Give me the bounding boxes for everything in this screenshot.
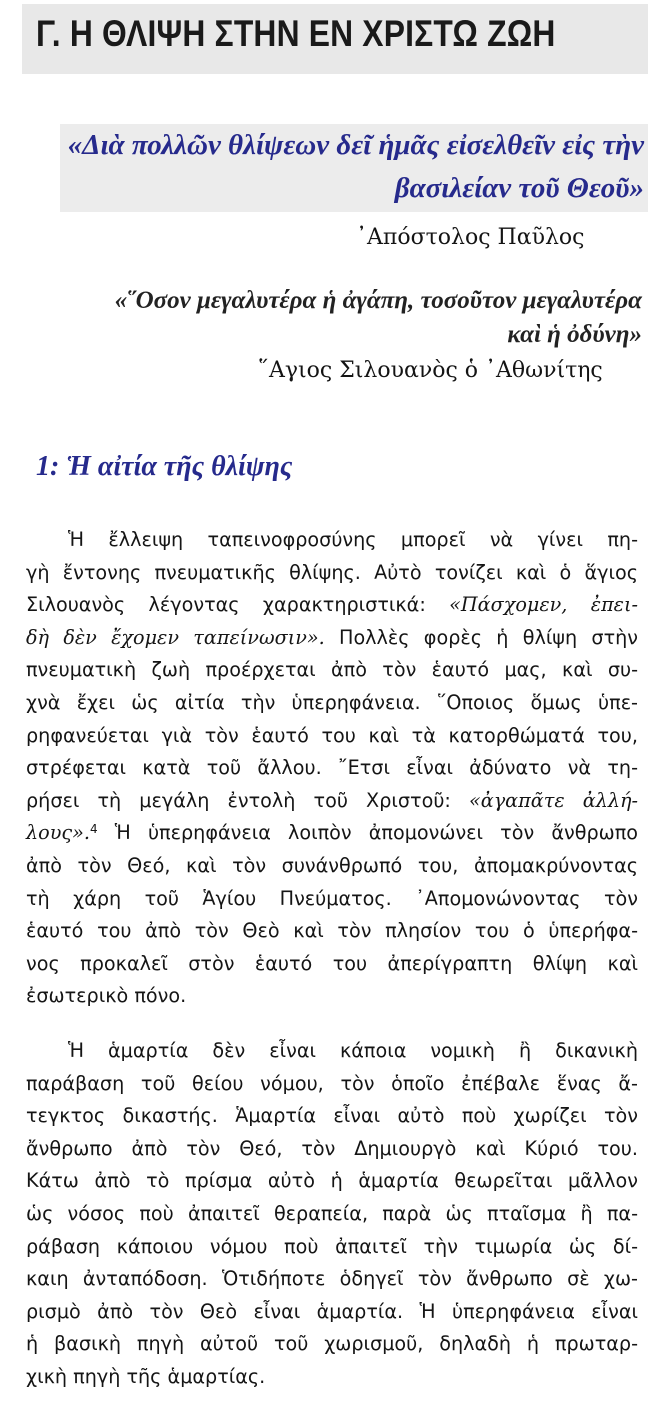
text-line: Ἡ ἁμαρτία δὲν εἶναι κάποια νομικὴ ἢ δικανικὴ <box>68 1039 638 1062</box>
text-line: ὡς νόσος ποὺ ἀπαιτεῖ θεραπεία, παρὰ ὡς πταῖσμα ἢ πα- <box>26 1201 638 1225</box>
footnote-marker: 4 <box>89 822 98 837</box>
epigraph-quote-apostle-paul <box>60 124 648 212</box>
text-line: ρηφανεύεται γιὰ τὸν ἑαυτό του καὶ τὰ κατορθώματά του, <box>26 723 638 747</box>
text-line <box>26 785 638 818</box>
text-line: τὴ χάρη τοῦ Ἁγίου Πνεύματος. ᾿Απομονώνοντας τὸν <box>26 886 638 910</box>
text-line <box>26 817 638 850</box>
text-line: καιη ἀνταπόδοση. Ὁτιδήποτε ὁδηγεῖ τὸν ἄνθρωπο σὲ χω- <box>26 1267 638 1291</box>
paragraph <box>26 524 638 1013</box>
epigraph-line: βασιλείαν τοῦ Θεοῦ» <box>394 172 644 204</box>
text-line: χνὰ ἔχει ὡς αἰτία τὴν ὑπερηφάνεια. ῞Οποιος ὅμως ὑπε- <box>26 690 638 714</box>
text-line: τεγκτος δικαστής. Ἁμαρτία εἶναι αὐτὸ ποὺ χωρίζει τὸν <box>26 1104 638 1128</box>
text-line: γὴ ἔντονης πνευματικῆς θλίψης. Αὐτὸ τονίζει καὶ ὁ ἅγιος <box>26 560 638 584</box>
text-line: ἑαυτό του ἀπὸ τὸν Θεὸ καὶ τὸν πλησίον του ὁ ὑπερήφα- <box>26 919 638 943</box>
text-line: παράβαση τοῦ θείου νόμου, τὸν ὁποῖο ἐπέβαλε ἕνας ἄ- <box>26 1071 638 1095</box>
epigraph-line: καὶ ἡ ὀδύνη» <box>507 321 642 348</box>
text-line: πνευματικὴ ζωὴ προέρχεται ἀπὸ τὸν ἑαυτό μας, καὶ συ- <box>26 658 638 682</box>
text-line: ἄνθρωπο ἀπὸ τὸν Θεό, τὸν Δημιουργὸ καὶ Κύριό του. <box>26 1136 638 1160</box>
epigraph-line: «῞Οσον μεγαλυτέρα ἡ ἀγάπη, τοσοῦτον μεγαλυτέρα <box>114 287 642 314</box>
text-line: χικὴ πηγὴ τῆς ἁμαρτίας. <box>26 1364 266 1388</box>
quote-inline: «ἀγαπᾶτε ἀλλή- <box>469 788 638 812</box>
chapter-title: Γ. Η ΘΛΙΨΗ ΣΤΗΝ ΕΝ ΧΡΙΣΤΩ ΖΩΗ <box>36 13 556 54</box>
text-segment: Ἡ ὑπερηφάνεια λοιπὸν ἀπομονώνει τὸν ἄνθρωπο <box>97 821 638 845</box>
epigraph-author: ᾿Απόστολος Παῦλος <box>356 225 585 250</box>
text-line: ἀπὸ τὸν Θεό, καὶ τὸν συνάνθρωπό του, ἀπομακρύνοντας <box>26 853 638 877</box>
text-segment: Σιλουανὸς λέγοντας χαρακτηριστικά: <box>26 593 426 617</box>
text-line: ἡ βασικὴ πηγὴ αὐτοῦ τοῦ χωρισμοῦ, δηλαδὴ ἡ πρωταρ- <box>26 1332 638 1356</box>
quote-inline: δὴ δὲν ἔχομεν ταπείνωσιν». <box>26 625 325 649</box>
text-segment: Πολλὲς φορὲς ἡ θλίψη στὴν <box>324 625 638 649</box>
quote-inline: λους». <box>26 821 90 845</box>
text-line: ἐσωτερικὸ πόνο. <box>26 984 187 1008</box>
text-line: Ἡ ἔλλειψη ταπεινοφροσύνης μπορεῖ νὰ γίνει πη- <box>68 528 638 551</box>
text-line: ρισμὸ ἀπὸ τὸν Θεὸ εἶναι ἁμαρτία. Ἡ ὑπερηφάνεια εἶναι <box>26 1299 638 1323</box>
text-line <box>26 589 638 622</box>
text-line: Κάτω ἀπὸ τὸ πρίσμα αὐτὸ ἡ ἁμαρτία θεωρεῖται μᾶλλον <box>26 1169 638 1193</box>
epigraph-quote-silouan <box>70 284 642 352</box>
text-line: ράβαση κάποιου νόμου ποὺ ἀπαιτεῖ τὴν τιμωρία ὡς δί- <box>26 1234 638 1258</box>
paragraph <box>26 1035 638 1394</box>
text-segment: ρήσει τὴ μεγάλη ἐντολὴ τοῦ Χριστοῦ: <box>26 788 451 812</box>
epigraph-author: ῞Αγιος Σιλουανὸς ὁ ᾿Αθωνίτης <box>258 358 603 383</box>
chapter-title-bar <box>22 4 648 74</box>
text-line <box>26 622 638 655</box>
text-line: νος προκαλεῖ στὸν ἑαυτό του ἀπερίγραπτη θλίψη καὶ <box>26 951 638 975</box>
text-line: στρέφεται κατὰ τοῦ ἄλλου. ῎Ετσι εἶναι ἀδύνατο νὰ τη- <box>26 756 638 780</box>
section-heading: 1: Ἡ αἰτία τῆς θλίψης <box>36 451 293 482</box>
epigraph-line: «Διὰ πολλῶν θλίψεων δεῖ ἡμᾶς εἰσελθεῖν εἰς τὴν <box>67 129 644 161</box>
quote-inline: «Πάσχομεν, ἐπει- <box>449 593 638 617</box>
